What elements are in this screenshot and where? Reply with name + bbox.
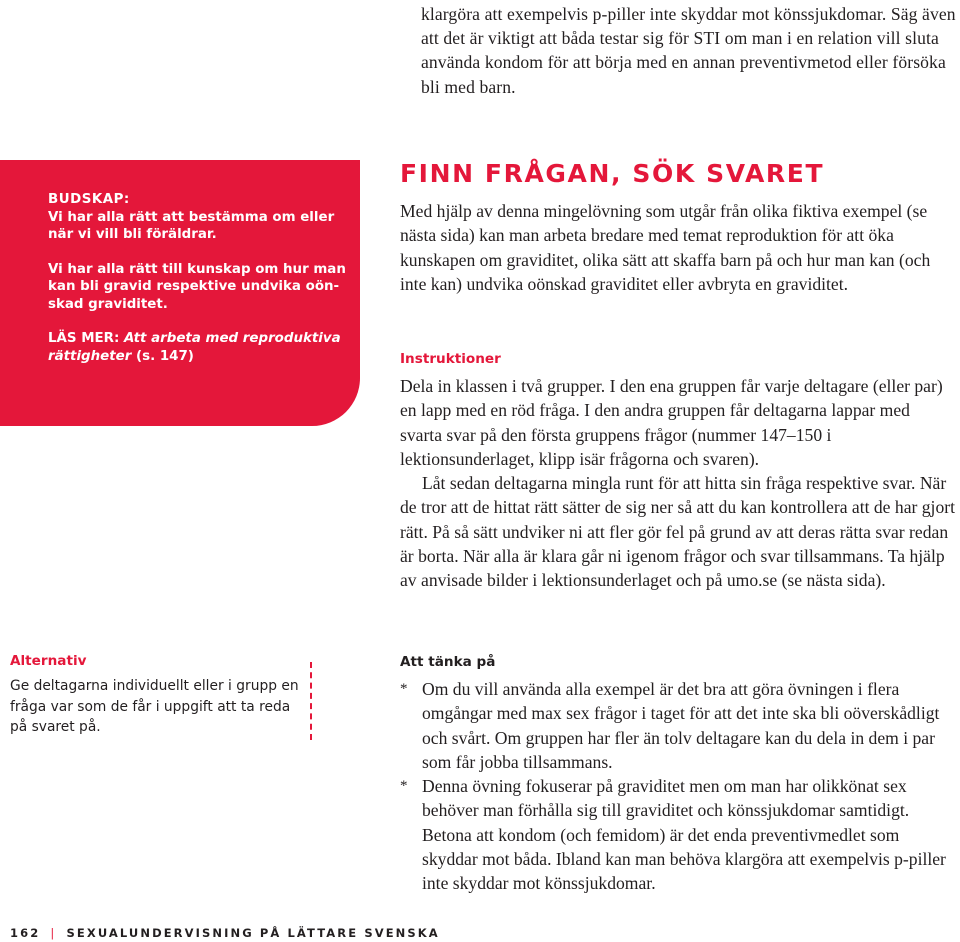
asterisk-bullet-icon: *: [400, 681, 408, 697]
instruktioner-text: [400, 374, 956, 593]
dashed-divider: [310, 662, 312, 740]
continued-text: klargöra att exempelvis p-piller inte skyddar mot könssjukdomar. Säg även att det är viktigt att båda testar sig för STI om man i en relation vill sluta använda kondom för att börja med en annan preventivmetod eller försöka bli med barn.: [421, 4, 956, 97]
instruktioner-paragraph-1: Dela in klassen i två grupper. I den ena gruppen får varje deltagare (eller par) en lapp med en röd fråga. I den andra gruppen får deltagarna lappar med svarta svar på den första gruppens frågor (nummer 147–150 i lektionsunderlaget, klipp isär frågorna och svaren).: [400, 376, 943, 469]
instruktioner-paragraph-2: Låt sedan deltagarna mingla runt för att hitta sin fråga respektive svar. När de tror att de hittat rätt sätter de sig ner så att du kan kontrollera att de har gjort rätt. På så sätt undviker ni att fler gör fel på grund av att deras rätta svar redan är borta. När alla är klara går ni igenom frågor och svar tillsammans. Ta hjälp av anvisade bilder i lektionsunderlaget och på umo.se (se nästa sida).: [400, 473, 955, 591]
att-tanka-pa-heading: Att tänka på: [400, 654, 496, 670]
las-mer-page: (s. 147): [136, 348, 194, 364]
budskap-message-2: Vi har alla rätt till kunskap om hur man kan bli gravid respektive undvika oön-skad graviditet.: [48, 261, 346, 312]
list-item-text: Om du vill använda alla exempel är det bra att göra övningen i flera omgångar med max sex frågor i taget för att det inte ska bli oöverskådligt och svårt. Om gruppen har fler än tolv deltagare kan du dela in dem i par som får jobba tillsammans.: [422, 679, 940, 772]
las-mer-label: LÄS MER:: [48, 331, 120, 346]
instruktioner-heading: Instruktioner: [400, 351, 501, 367]
budskap-content: [48, 191, 348, 365]
att-tanka-pa-list: [400, 677, 956, 896]
list-item: [400, 677, 956, 774]
budskap-title: BUDSKAP:: [48, 192, 130, 207]
list-item-text: Denna övning fokuserar på graviditet men om man har olikkönat sex behöver man förhålla sig till graviditet och könssjukdomar samtidigt. Betona att kondom (och femidom) är det enda preventivmedlet som skyddar mot båda. Ibland kan man behöva klargöra att exempelvis p-piller inte skyddar mot könssjukdomar.: [422, 776, 946, 894]
page-title: FINN FRÅGAN, SÖK SVARET: [400, 159, 825, 188]
page-footer: [10, 926, 440, 940]
las-mer: [48, 330, 348, 365]
asterisk-bullet-icon: *: [400, 778, 408, 795]
page-number: 162: [10, 926, 41, 940]
intro-paragraph: Med hjälp av denna mingelövning som utgår från olika fiktiva exempel (se nästa sida) kan man arbeta bredare med temat reproduktion för att öka kunskapen om graviditet, olika sätt att skaffa barn på och hur man kan (och inte kan) undvika oönskad graviditet eller avbryta en graviditet.: [400, 201, 931, 294]
budskap-message-1: Vi har alla rätt att bestämma om eller när vi vill bli föräldrar.: [48, 209, 335, 242]
alternativ-text: Ge deltagarna individuellt eller i grupp en fråga var som de får i uppgift att ta reda på svaret på.: [10, 678, 299, 735]
footer-separator: |: [50, 926, 57, 940]
list-item: [400, 774, 956, 895]
book-title: SEXUALUNDERVISNING PÅ LÄTTARE SVENSKA: [66, 926, 440, 940]
las-mer-reference: Att arbeta med reproduktiva rättigheter: [48, 331, 341, 364]
alternativ-heading: Alternativ: [10, 653, 87, 669]
